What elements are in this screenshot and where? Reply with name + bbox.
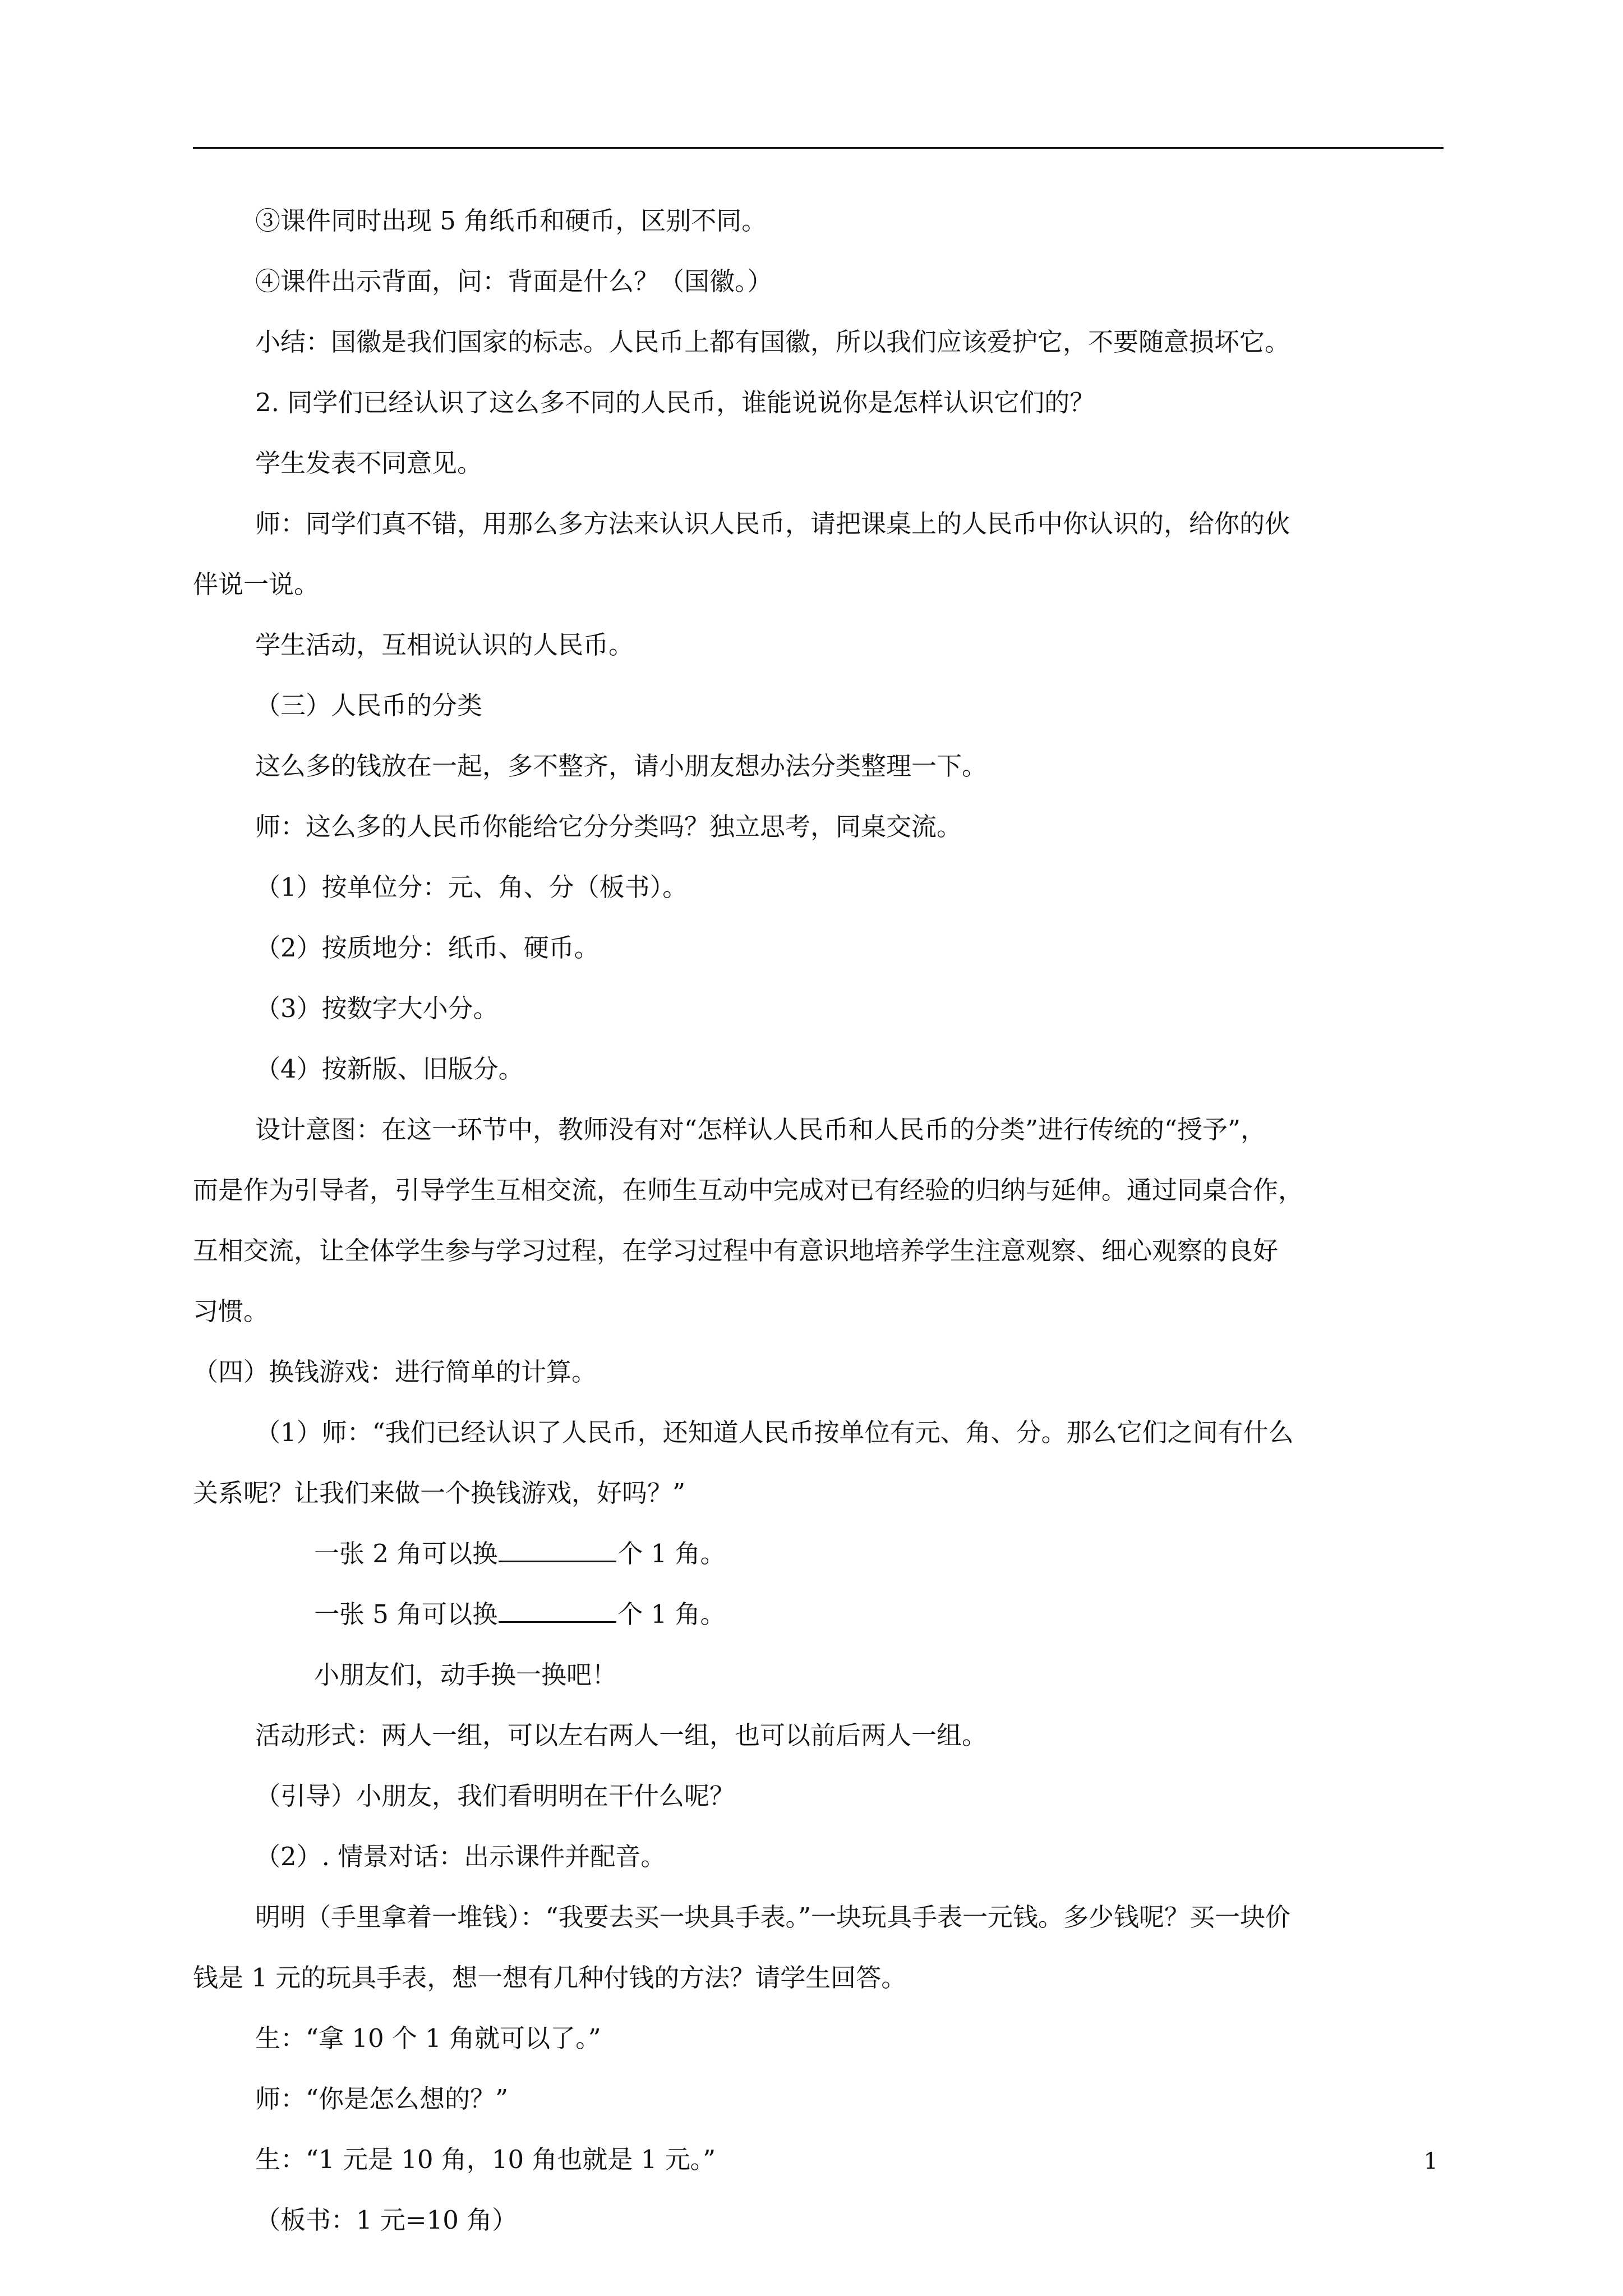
- text-line: 伴说一说。: [193, 569, 320, 599]
- section-heading: （四）换钱游戏：进行简单的计算。: [193, 1357, 597, 1387]
- fill-blank-suffix: 个 1 角。: [617, 1599, 726, 1629]
- text-line: 这么多的钱放在一起，多不整齐，请小朋友想办法分类整理一下。: [255, 751, 988, 781]
- fill-blank-suffix: 个 1 角。: [617, 1539, 726, 1568]
- list-item: （2）按质地分：纸币、硬币。: [255, 933, 600, 963]
- text-line: （1）师：“我们已经认识了人民币，还知道人民币按单位有元、角、分。那么它们之间有什么: [255, 1418, 1294, 1447]
- section-heading: （三）人民币的分类: [255, 691, 483, 720]
- text-line: 关系呢？让我们来做一个换钱游戏，好吗？”: [193, 1478, 686, 1508]
- text-line: 活动形式：两人一组，可以左右两人一组，也可以前后两人一组。: [255, 1720, 988, 1750]
- blank-underline: [499, 1598, 616, 1623]
- blank-underline: [499, 1537, 616, 1562]
- page-number: 1: [1423, 2148, 1438, 2174]
- text-line: （板书：1 元=10 角）: [255, 2205, 518, 2235]
- text-line: 师：“你是怎么想的？”: [255, 2084, 509, 2114]
- fill-blank-line: [314, 1598, 726, 1631]
- fill-blank-prefix: 一张 5 角可以换: [314, 1599, 498, 1629]
- text-line: 设计意图：在这一环节中，教师没有对“怎样认人民币和人民币的分类”进行传统的“授予”，: [255, 1115, 1266, 1144]
- list-item: （3）按数字大小分。: [255, 993, 499, 1023]
- text-line: 生：“1 元是 10 角，10 角也就是 1 元。”: [255, 2145, 716, 2174]
- header-rule: [193, 147, 1444, 149]
- text-line: 生：“拿 10 个 1 角就可以了。”: [255, 2023, 601, 2053]
- text-line: 小结：国徽是我们国家的标志。人民币上都有国徽，所以我们应该爱护它，不要随意损坏它。: [255, 327, 1290, 357]
- text-line: 互相交流，让全体学生参与学习过程，在学习过程中有意识地培养学生注意观察、细心观察的良好: [193, 1236, 1279, 1266]
- text-line: 钱是 1 元的玩具手表，想一想有几种付钱的方法？请学生回答。: [193, 1963, 907, 1993]
- list-item: （1）按单位分：元、角、分（板书）。: [255, 872, 688, 902]
- text-line: 明明（手里拿着一堆钱）：“我要去买一块具手表。”一块玩具手表一元钱。多少钱呢？买一块价: [255, 1902, 1291, 1932]
- text-line: 习惯。: [193, 1296, 269, 1326]
- text-line: （引导）小朋友，我们看明明在干什么呢？: [255, 1781, 735, 1811]
- list-item: （4）按新版、旧版分。: [255, 1054, 524, 1084]
- text-line: 而是作为引导者，引导学生互相交流，在师生互动中完成对已有经验的归纳与延伸。通过同桌合作，: [193, 1175, 1304, 1205]
- text-line: ④课件出示背面，问：背面是什么？（国徽。）: [255, 266, 773, 296]
- text-line: （2）. 情景对话：出示课件并配音。: [255, 1842, 666, 1871]
- text-line: 2. 同学们已经认识了这么多不同的人民币，谁能说说你是怎样认识它们的？: [255, 388, 1095, 417]
- text-line: 学生发表不同意见。: [255, 448, 483, 478]
- text-line: 师：这么多的人民币你能给它分分类吗？独立思考，同桌交流。: [255, 812, 962, 841]
- text-line: 学生活动，互相说认识的人民币。: [255, 630, 634, 660]
- fill-blank-line: [314, 1537, 726, 1571]
- text-line: 小朋友们，动手换一换吧！: [314, 1660, 617, 1690]
- fill-blank-prefix: 一张 2 角可以换: [314, 1539, 498, 1568]
- text-line: 师：同学们真不错，用那么多方法来认识人民币，请把课桌上的人民币中你认识的，给你的伙: [255, 509, 1290, 539]
- text-line: ③课件同时出现 5 角纸币和硬币，区别不同。: [255, 206, 767, 236]
